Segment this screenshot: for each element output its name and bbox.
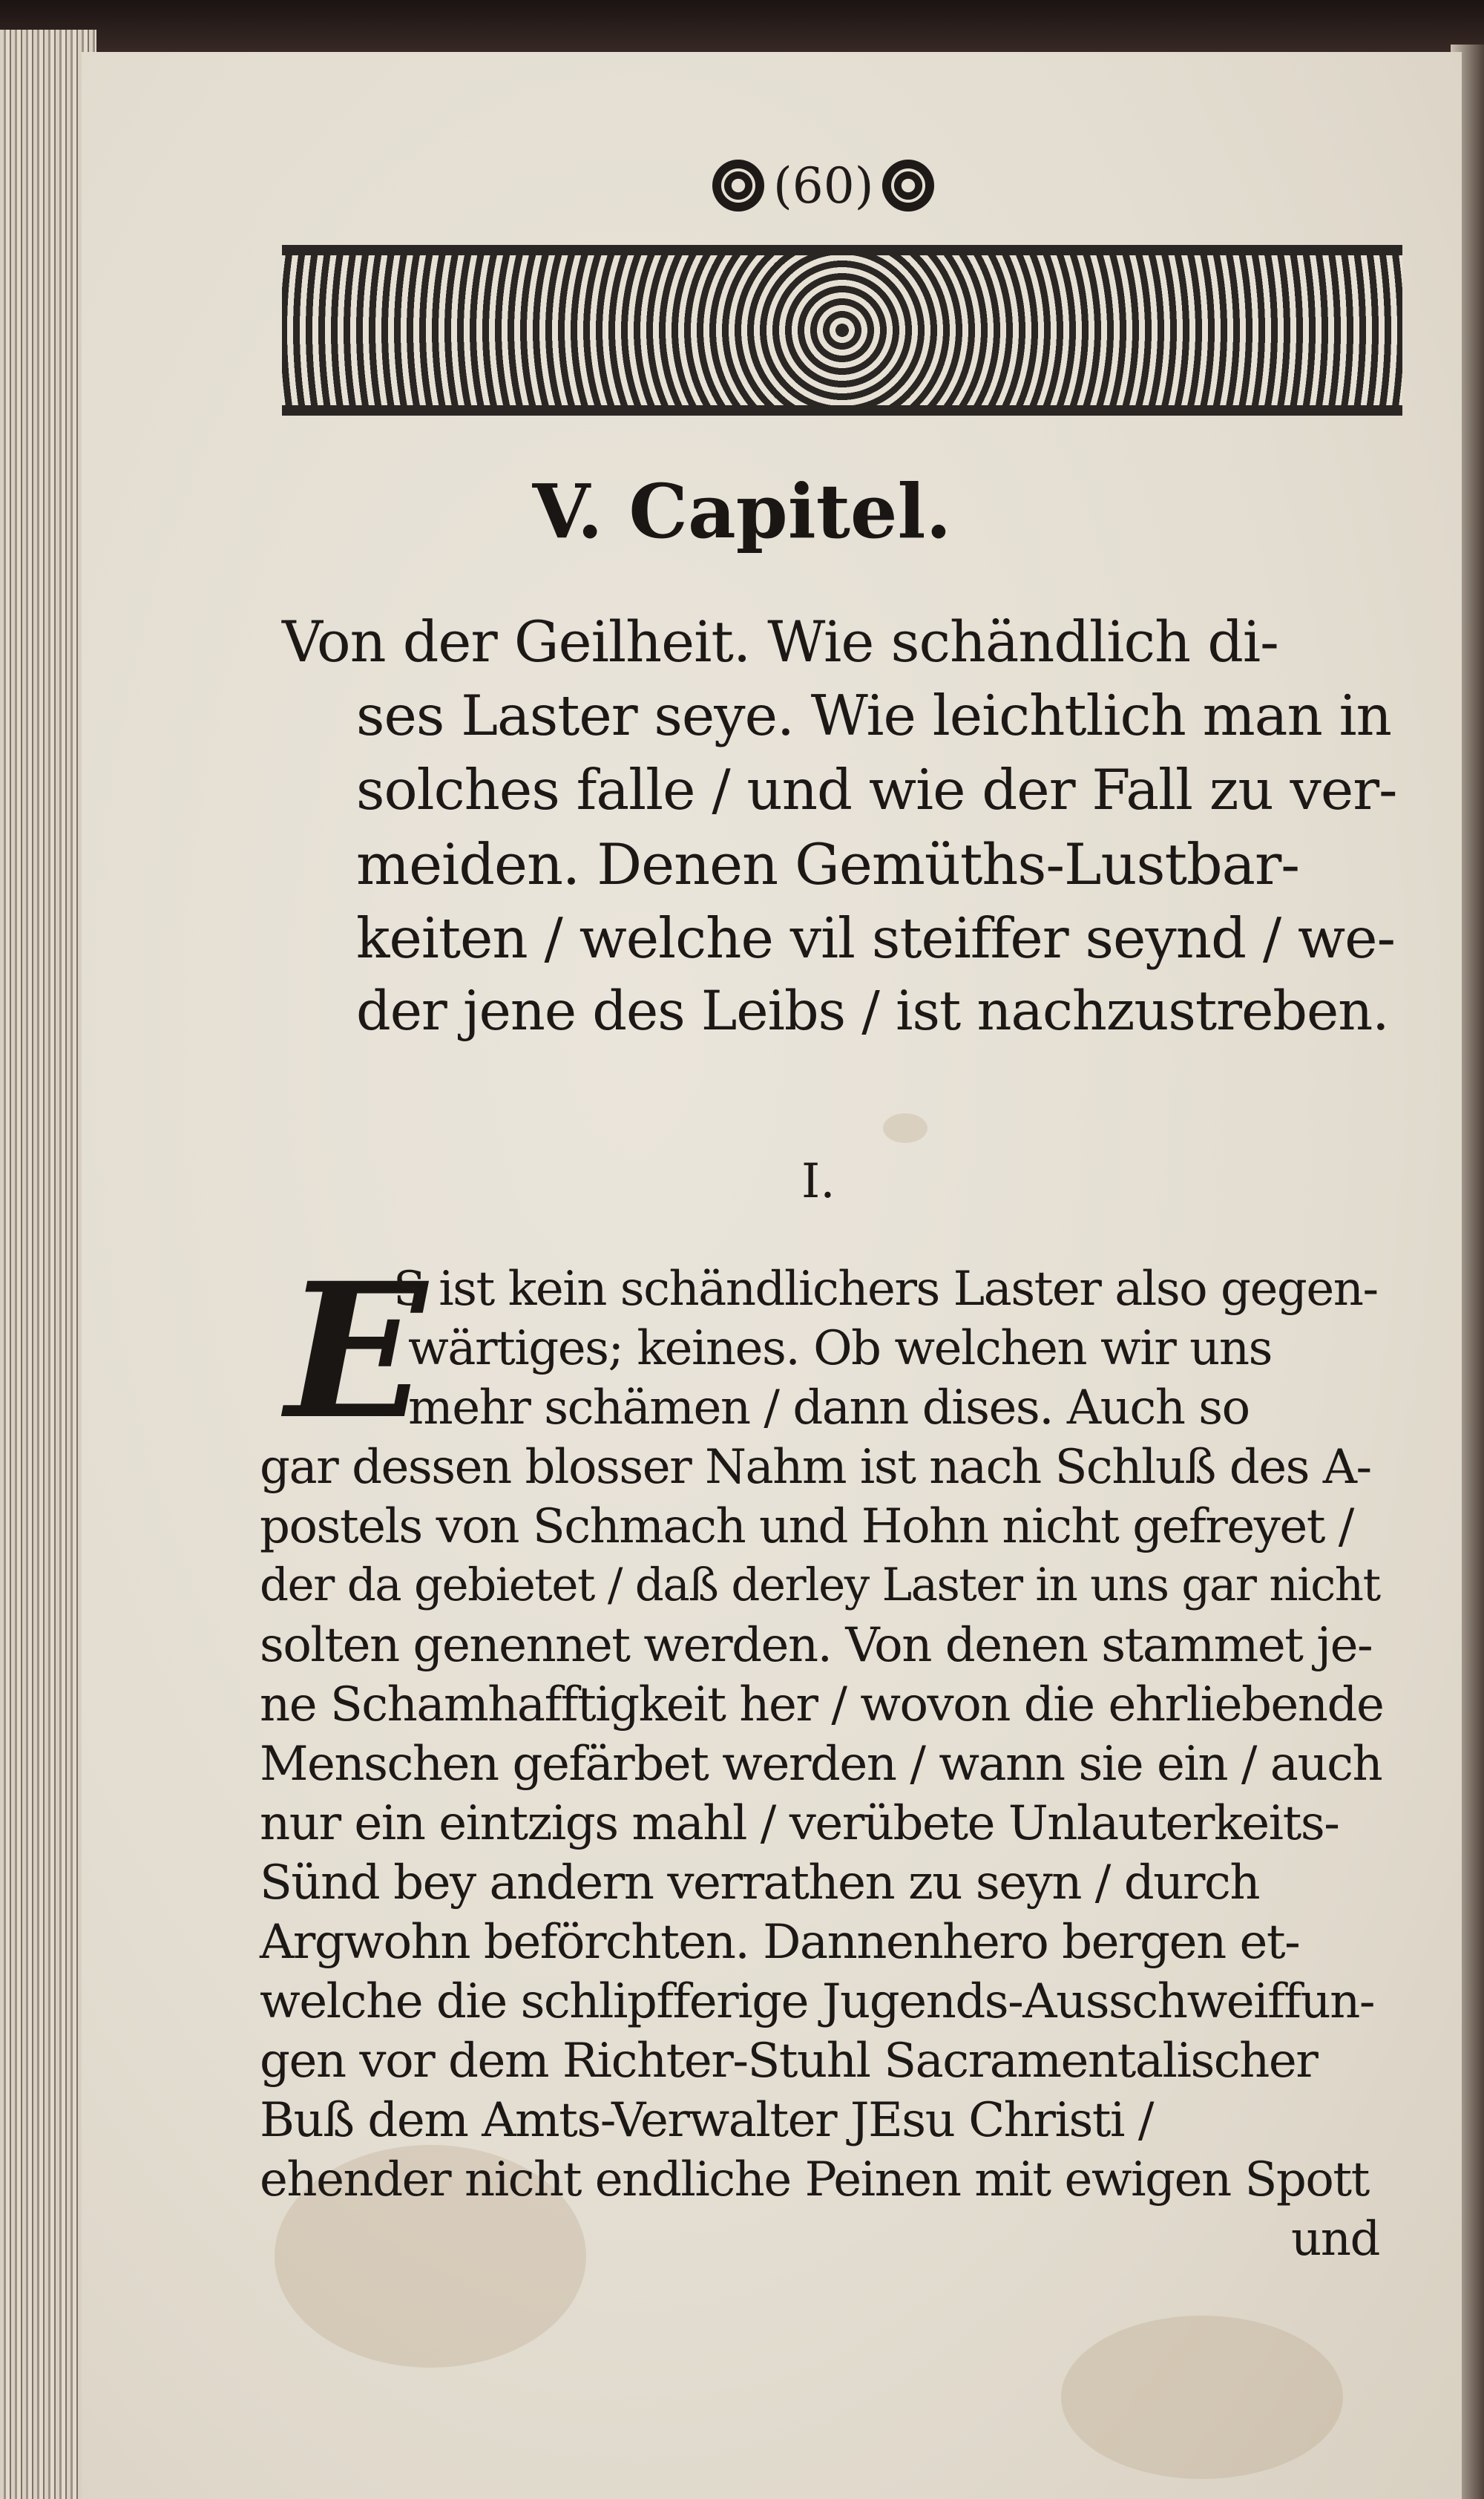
body-line: solten genennet werden. Von denen stammet je-: [260, 1618, 1373, 1673]
page-header: [712, 152, 934, 219]
body-line: Argwohn beförchten. Dannenhero bergen et-: [260, 1915, 1300, 1970]
summary-line: meiden. Denen Gemüths-Lustbar-: [356, 831, 1299, 897]
body-line: Buß dem Amts-Verwalter JEsu Christi /: [260, 2093, 1153, 2148]
rosette-ornament-icon: [712, 160, 764, 212]
body-line: mehr schämen / dann dises. Auch so: [408, 1380, 1250, 1435]
catchword: und: [1291, 2212, 1379, 2267]
drop-cap-initial: E: [285, 1242, 427, 1460]
summary-line: Von der Geilheit. Wie schändlich di-: [282, 609, 1278, 675]
paper-stain: [1061, 2316, 1343, 2479]
body-line: S ist kein schändlichers Laster also gegen-: [393, 1262, 1378, 1317]
body-line: ne Schamhafftigkeit her / wovon die ehrliebende: [260, 1677, 1384, 1732]
body-line: gar dessen blosser Nahm ist nach Schluß des A-: [260, 1440, 1371, 1495]
rosette-ornament-icon: [882, 160, 934, 212]
summary-line: der jene des Leibs / ist nachzustreben.: [356, 980, 1389, 1043]
body-line: Sünd bey andern verrathen zu seyn / durch: [260, 1856, 1260, 1910]
paper-stain: [883, 1113, 928, 1143]
body-line: welche die schlipfferige Jugends-Ausschweiffun-: [260, 1974, 1374, 2029]
page-number: (60): [773, 157, 874, 214]
body-line: ehender nicht endliche Peinen mit ewigen Spott: [260, 2152, 1369, 2207]
body-line: gen vor dem Richter-Stuhl Sacramentalischer: [260, 2034, 1318, 2089]
body-line: Menschen gefärbet werden / wann sie ein / auch: [260, 1737, 1382, 1792]
summary-line: solches falle / und wie der Fall zu ver-: [356, 757, 1397, 822]
chapter-title: V. Capitel.: [532, 468, 952, 555]
body-line: postels von Schmach und Hohn nicht gefreyet /: [260, 1499, 1353, 1554]
summary-line: ses Laster seye. Wie leichtlich man in: [356, 683, 1391, 748]
body-line: wärtiges; keines. Ob welchen wir uns: [408, 1321, 1272, 1376]
body-line: der da gebietet / daß derley Laster in uns gar nicht: [260, 1559, 1380, 1611]
body-line: nur ein eintzigs mahl / verübete Unlauterkeits-: [260, 1796, 1339, 1851]
section-number: I.: [801, 1154, 835, 1209]
ornamental-headpiece: [282, 245, 1402, 416]
summary-line: keiten / welche vil steiffer seynd / we-: [356, 905, 1395, 971]
scan-border-top: [0, 0, 1484, 58]
